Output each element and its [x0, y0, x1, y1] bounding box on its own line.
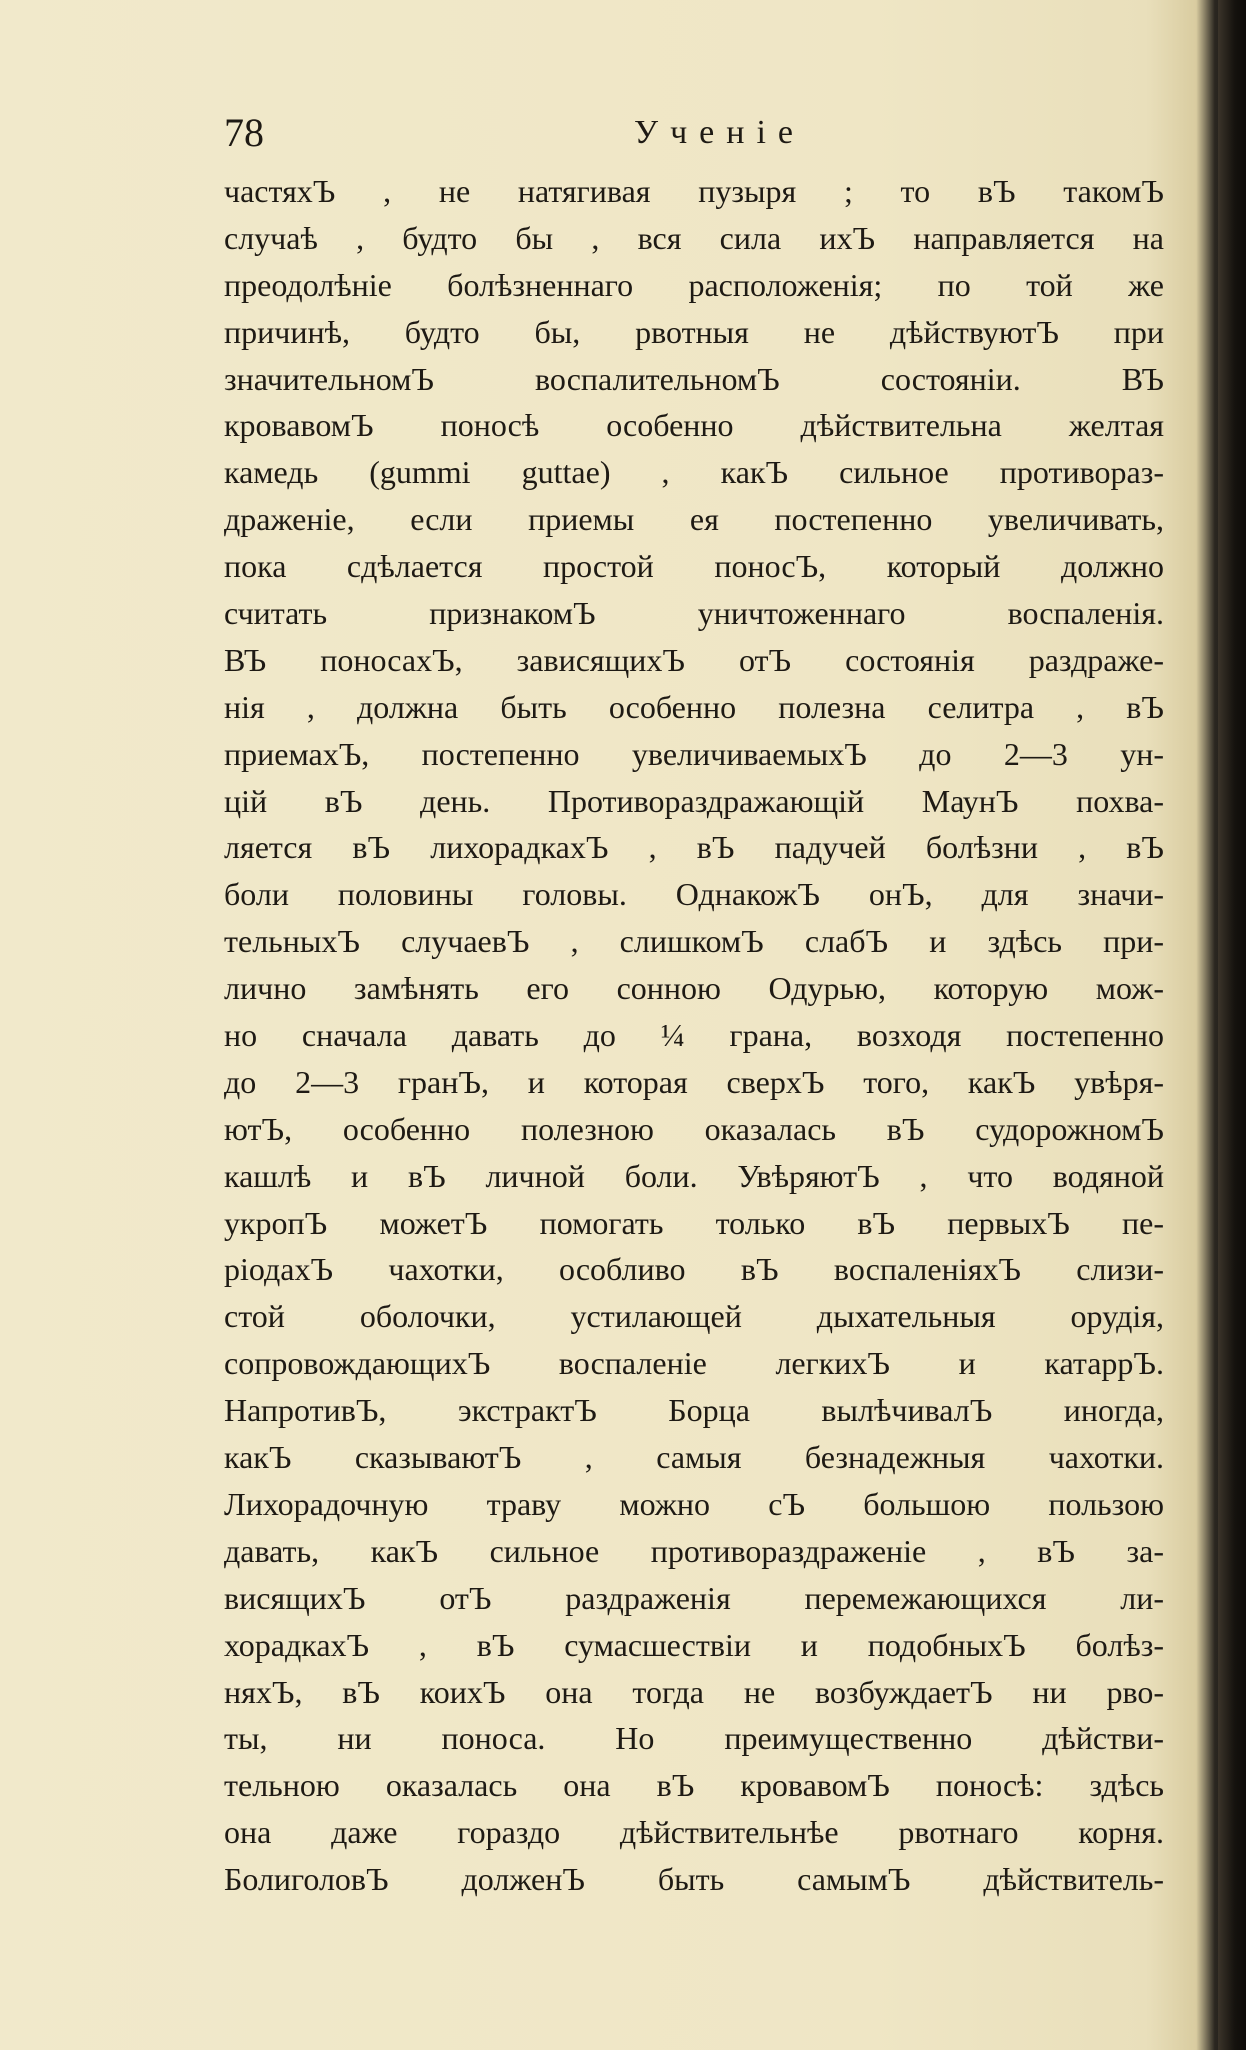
text-line: ріодахЪ чахотки, особливо вЪ воспаленіяхЪ слизи-: [224, 1251, 1164, 1288]
text-line: хорадкахЪ , вЪ сумасшествіи и подобныхЪ болѣз-: [224, 1626, 1164, 1663]
text-line: цій вЪ день. Противораздражающій МаунЪ похва-: [224, 782, 1164, 819]
text-line: камедь (gummi guttae) , какЪ сильное противораз-: [224, 454, 1164, 491]
text-line: ВЪ поносахЪ, зависящихЪ отЪ состоянія раздраже-: [224, 641, 1164, 678]
page-number: 78: [224, 110, 264, 155]
text-line: ютЪ, особенно полезною оказалась вЪ судорожномЪ: [224, 1110, 1164, 1147]
text-line: нія , должна быть особенно полезна селитра , вЪ: [224, 688, 1164, 725]
text-line: стой оболочки, устилающей дыхательныя орудія,: [224, 1298, 1164, 1335]
text-line: Лихорадочную траву можно сЪ большою пользою: [224, 1485, 1164, 1522]
text-line: какЪ сказываютЪ , самыя безнадежныя чахотки.: [224, 1439, 1164, 1476]
text-line: БолиголовЪ долженЪ быть самымЪ дѣйствитель-: [224, 1861, 1164, 1898]
text-line: сопровождающихЪ воспаленіе легкихЪ и катаррЪ.: [224, 1345, 1164, 1382]
text-line: ляется вЪ лихорадкахЪ , вЪ падучей болѣзни , вЪ: [224, 829, 1164, 866]
text-line: случаѣ , будто бы , вся сила ихЪ направляется на: [224, 219, 1164, 256]
text-line: частяхЪ , не натягивая пузыря ; то вЪ такомЪ: [224, 173, 1164, 209]
text-line: кровавомЪ поносѣ особенно дѣйствительна желтая: [224, 407, 1164, 444]
text-line: преодолѣніе болѣзненнаго расположенія; по той же: [224, 266, 1164, 303]
text-line: до 2—3 гранЪ, и которая сверхЪ того, какЪ увѣря-: [224, 1063, 1164, 1100]
text-line: причинѣ, будто бы, рвотныя не дѣйствуютЪ при: [224, 313, 1164, 350]
text-line: значительномЪ воспалительномЪ состояніи. ВЪ: [224, 360, 1164, 397]
text-line: считать признакомЪ уничтоженнаго воспаленія.: [224, 595, 1164, 632]
text-line: ты, ни поноса. Но преимущественно дѣйстви-: [224, 1720, 1164, 1757]
text-line: давать, какЪ сильное противораздраженіе , вЪ за-: [224, 1532, 1164, 1569]
text-line: НапротивЪ, экстрактЪ Борца вылѣчивалЪ иногда,: [224, 1392, 1164, 1429]
text-line: боли половины головы. ОднакожЪ онЪ, для значи-: [224, 876, 1164, 913]
text-line: тельною оказалась она вЪ кровавомЪ поносѣ: здѣсь: [224, 1767, 1164, 1804]
text-line: но сначала давать до ¼ грана, возходя постепенно: [224, 1017, 1164, 1054]
text-line: кашлѣ и вЪ личной боли. УвѣряютЪ , что водяной: [224, 1157, 1164, 1194]
body-text: [224, 168, 1164, 1903]
text-line: приемахЪ, постепенно увеличиваемыхЪ до 2—3 ун-: [224, 735, 1164, 772]
text-line: лично замѣнять его сонною Одурью, которую мож-: [224, 970, 1164, 1007]
text-line: она даже гораздо дѣйствительнѣе рвотнаго корня.: [224, 1814, 1164, 1851]
text-line: пока сдѣлается простой поносЪ, который должно: [224, 548, 1164, 585]
text-line: няхЪ, вЪ коихЪ она тогда не возбуждаетЪ ни рво-: [224, 1673, 1164, 1710]
page-header: [224, 108, 1144, 158]
text-line: драженіе, если приемы ея постепенно увеличивать,: [224, 501, 1164, 538]
running-title: Ученіе: [634, 114, 805, 151]
text-line: укропЪ можетЪ помогать только вЪ первыхЪ пе-: [224, 1204, 1164, 1241]
text-line: тельныхЪ случаевЪ , слишкомЪ слабЪ и здѣсь при-: [224, 923, 1164, 960]
text-line: висящихЪ отЪ раздраженія перемежающихся ли-: [224, 1579, 1164, 1616]
book-spine-shadow: [1218, 0, 1246, 2050]
